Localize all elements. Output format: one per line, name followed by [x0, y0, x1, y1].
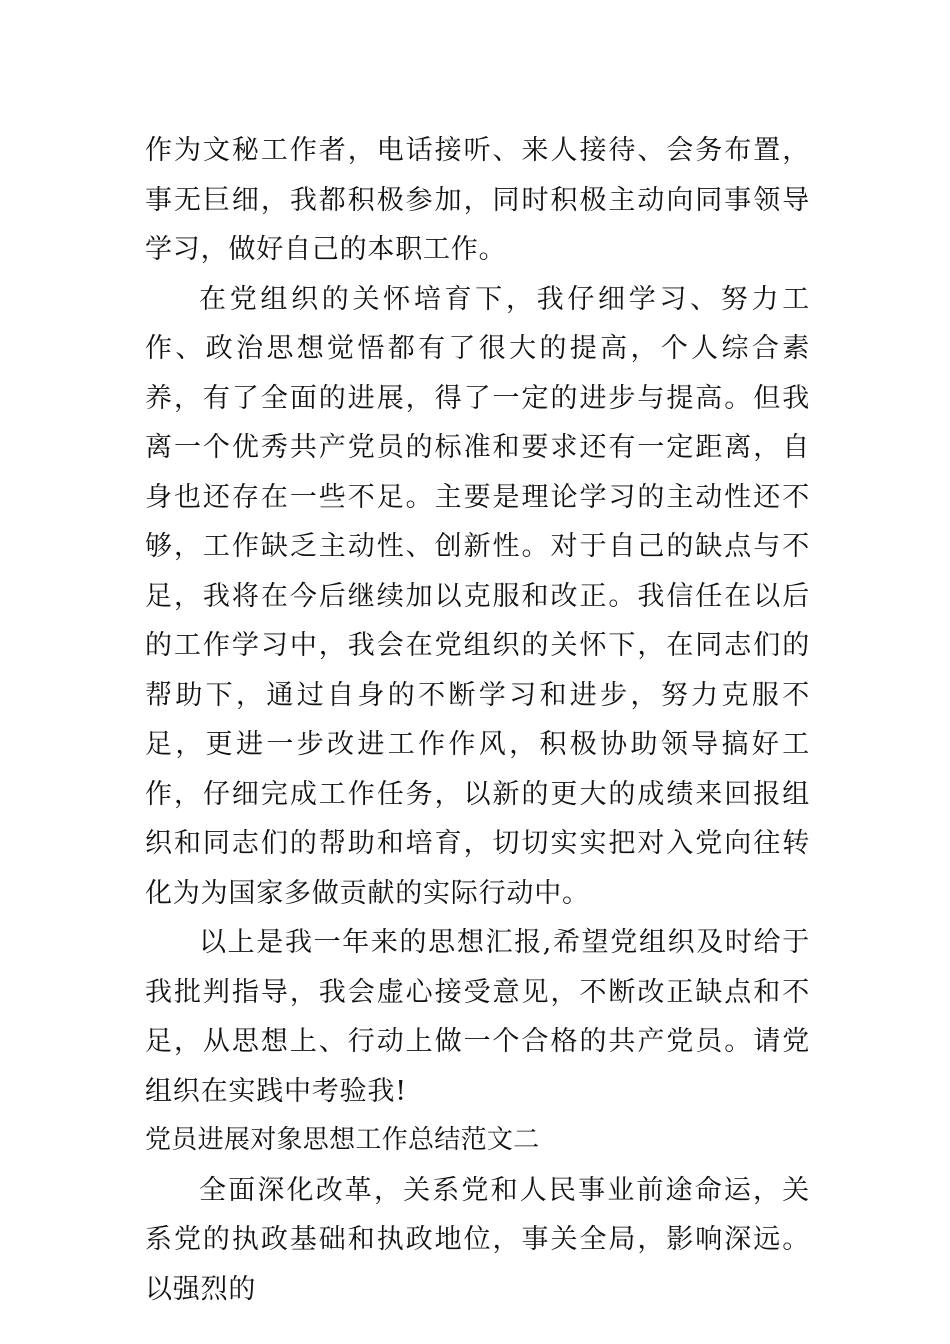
paragraph-self-assessment: 在党组织的关怀培育下，我仔细学习、努力工作、政治思想觉悟都有了很大的提高，个人综合素养，有了全面的进展，得了一定的进步与提高。但我离一个优秀共产党员的标准和要求还有一定距离，自身也还存在一些不足。主要是理论学习的主动性还不够，工作缺乏主动性、创新性。对于自己的缺点与不足，我将在今后继续加以克服和改正。我信任在以后的工作学习中，我会在党组织的关怀下，在同志们的帮助下，通过自身的不断学习和进步，努力克服不足，更进一步改进工作作风，积极协助领导搞好工作，仔细完成工作任务，以新的更大的成绩来回报组织和同志们的帮助和培育，切切实实把对入党向往转化为为国家多做贡献的实际行动中。 [145, 283, 810, 909]
paragraph-continuation: 作为文秘工作者，电话接听、来人接待、会务布置，事无巨细，我都积极参加，同时积极主动向同事领导学习，做好自己的本职工作。 [145, 135, 810, 265]
paragraph-section-two-intro: 全面深化改革，关系党和人民事业前途命运，关系党的执政基础和执政地位，事关全局，影响深远。以强烈的 [145, 1174, 810, 1305]
section-heading: 党员进展对象思想工作总结范文二 [145, 1125, 540, 1155]
document-body [145, 126, 810, 1314]
paragraph-closing: 以上是我一年来的思想汇报,希望党组织及时给于我批判指导，我会虚心接受意见，不断改正缺点和不足，从思想上、行动上做一个合格的共产党员。请党组织在实践中考验我! [145, 927, 810, 1107]
